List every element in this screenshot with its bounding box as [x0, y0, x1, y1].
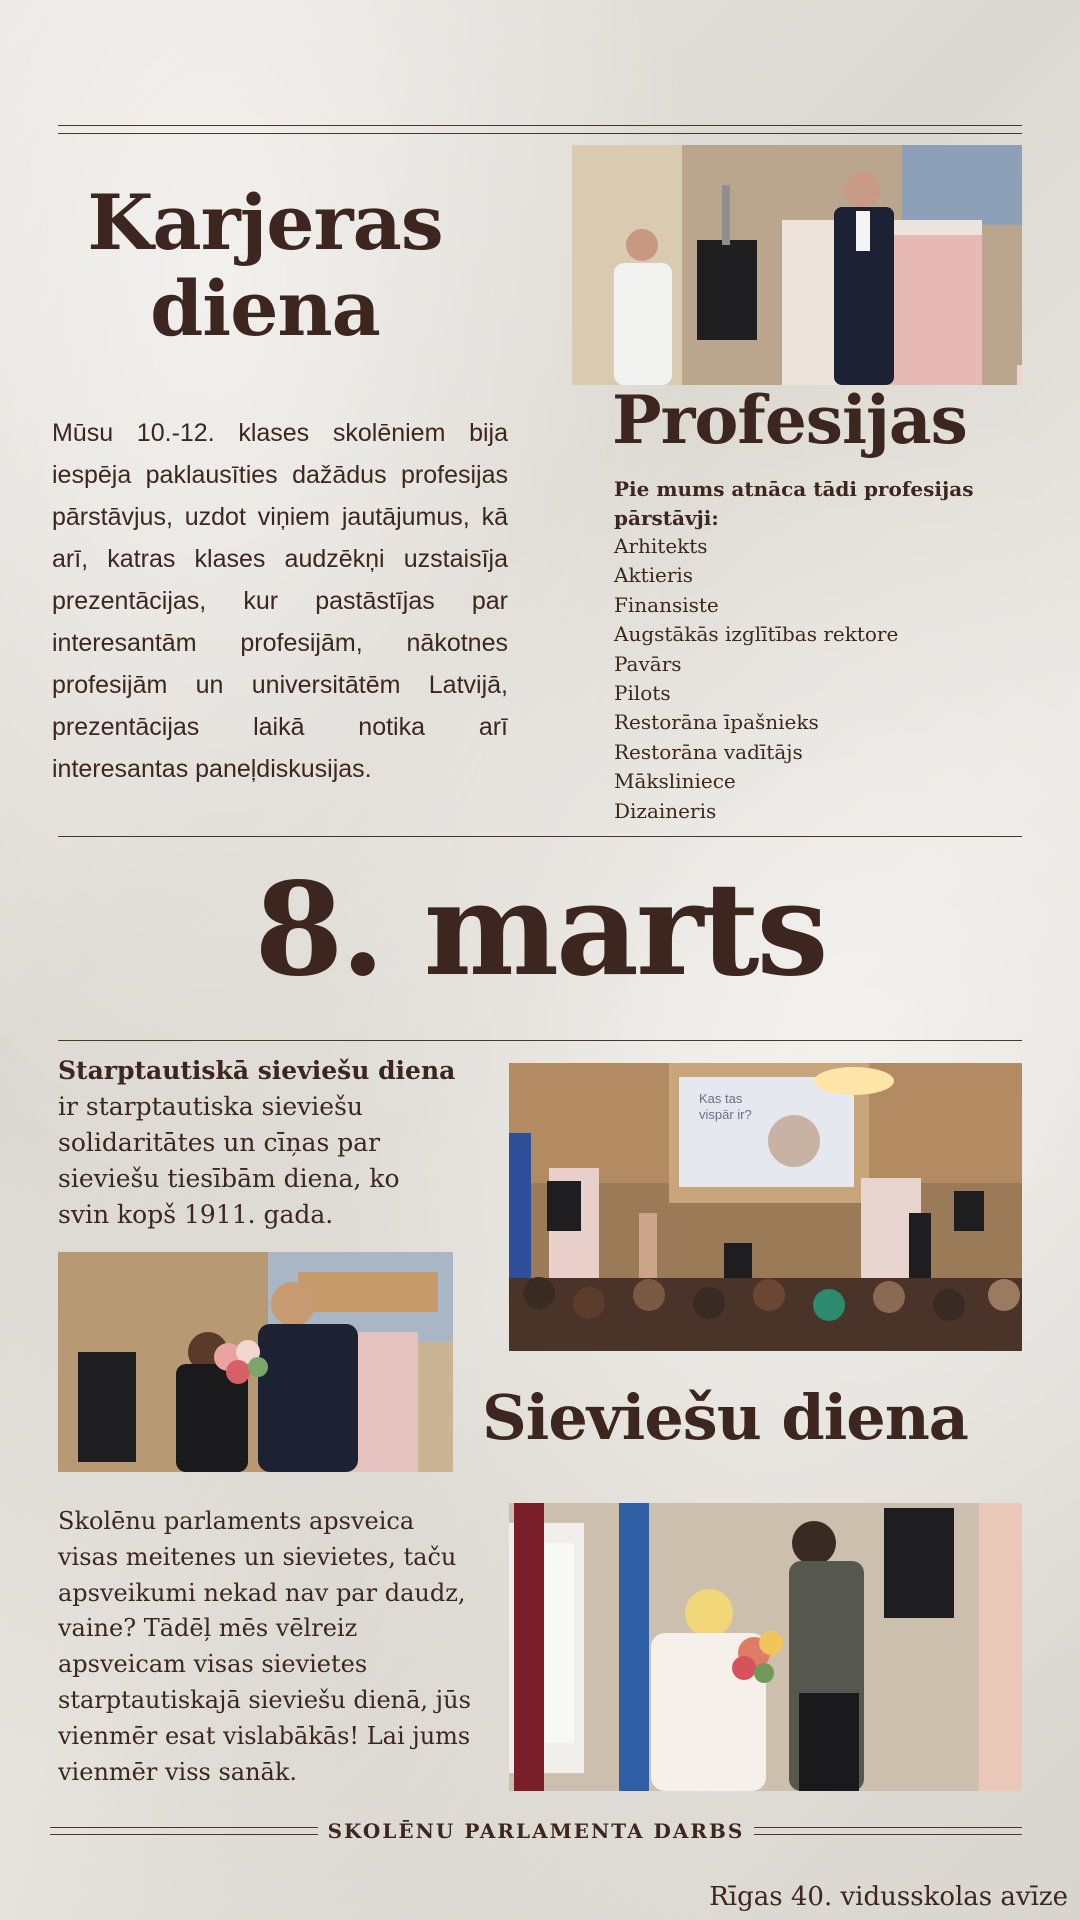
profession-item: Arhitekts — [614, 534, 708, 558]
top-rule — [58, 125, 1022, 126]
footer-rule-left-2 — [50, 1834, 318, 1835]
profession-item: Restorāna vadītājs — [614, 739, 803, 764]
march-title: 8. marts — [254, 855, 826, 1005]
march-photo-flowers — [58, 1252, 453, 1472]
footer-rule-left-1 — [50, 1827, 318, 1828]
career-title-line1: Karjeras — [87, 178, 443, 267]
career-title-line2: diena — [150, 264, 380, 353]
profession-item: Dizaineris — [614, 798, 717, 823]
section-rule — [58, 836, 1022, 837]
slide-text: Kas tas vispār ir? — [699, 1091, 752, 1122]
profession-item: Pilots — [614, 681, 671, 706]
career-title — [60, 180, 470, 352]
profession-item: Augstākās izglītības rektore — [614, 622, 899, 647]
womens-day-intro-bold: Starptautiskā sieviešu diena — [58, 1056, 456, 1085]
march-photo-congratulation — [509, 1503, 1022, 1791]
footer-rule-right-2 — [754, 1834, 1022, 1835]
profession-item: Restorāna īpašnieks — [614, 710, 819, 735]
profession-item: Mākslinieсe — [614, 769, 736, 794]
professions-intro: Pie mums atnāca tādi profesijas pārstāvji: — [614, 477, 974, 530]
profession-item: Pavārs — [614, 651, 682, 676]
top-rule-2 — [58, 133, 1022, 134]
march-rule — [58, 1040, 1022, 1041]
womens-day-intro-rest: ir starptautiska sieviešu solidaritātes un cīņas par sieviešu tiesībām diena, ko svin kopš 1911. gada. — [58, 1092, 400, 1229]
professions-list — [614, 532, 898, 826]
newspaper-name: Rīgas 40. vidusskolas avīze — [709, 1882, 1068, 1912]
profession-item: Aktieris — [614, 563, 694, 588]
footer-label: SKOLĒNU PARLAMENTA DARBS — [327, 1819, 745, 1843]
career-photo-speakers — [572, 145, 1022, 385]
profession-item: Finansiste — [614, 592, 719, 617]
womens-day-intro — [58, 1053, 458, 1233]
womens-day-body: Skolēnu parlaments apsveica visas meitenes un sievietes, taču apsveikumi nekad nav par daudz, vaine? Tādēļ mēs vēlreiz apsveicam visas sievietes starptautiskajā sieviešu dienā, jūs vienmēr esat vislabākās! Lai jums vienmēr viss sanāk. — [58, 1507, 471, 1786]
womens-day-title: Sieviešu diena — [482, 1381, 968, 1454]
professions-title: Profesijas — [612, 381, 967, 459]
march-photo-auditorium — [509, 1063, 1022, 1351]
career-body: Mūsu 10.-12. klases skolēniem bija iespēja paklausīties dažādus profesijas pārstāvjus, uzdot viņiem jautājumus, kā arī, katras klases audzēkņi uzstaisīja prezentācijas, kur pastāstījas par interesantām profesijām, nākotnes profesijām un universitātēm Latvijā, prezentācijas laikā notika arī interesantas paneļdiskusijas. — [52, 419, 508, 783]
footer-rule-right-1 — [754, 1827, 1022, 1828]
